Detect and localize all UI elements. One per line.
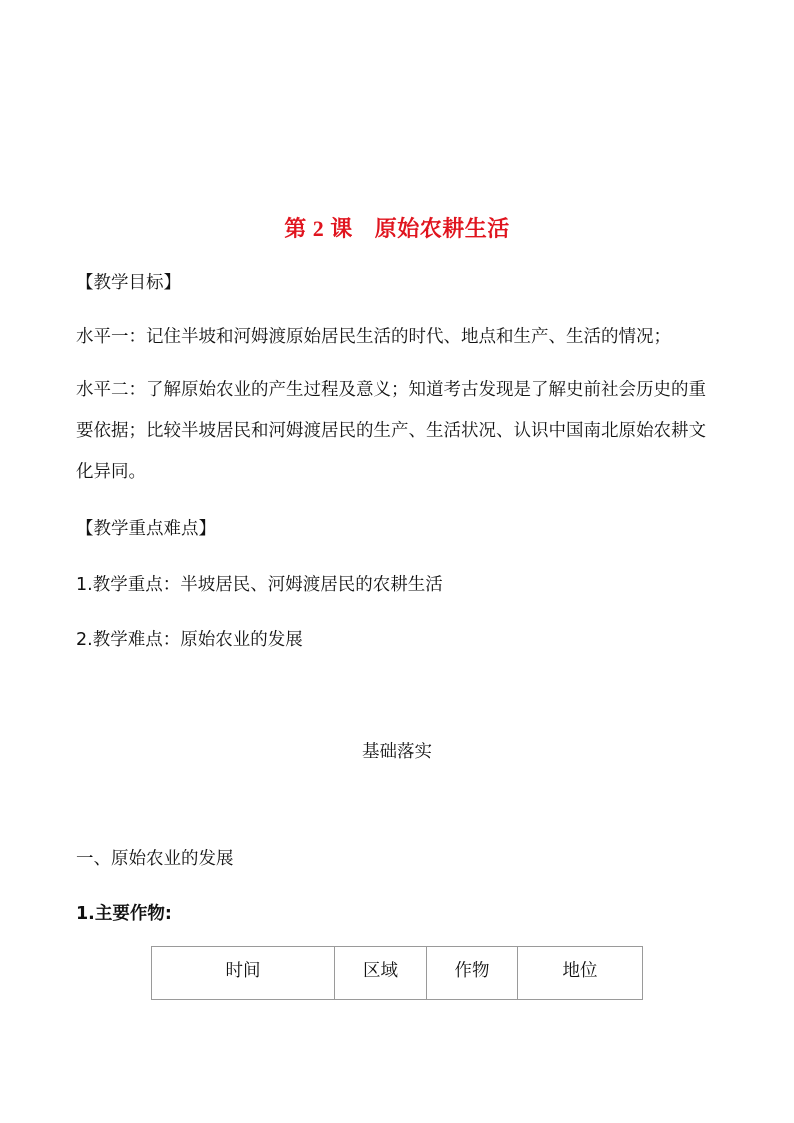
objective-level-two: 水平二：了解原始农业的产生过程及意义；知道考古发现是了解史前社会历史的重要依据；比较半坡居民和河姆渡居民的生产、生活状况、认识中国南北原始农耕文化异同。 <box>76 380 706 482</box>
section-heading: 基础落实 <box>362 742 432 762</box>
lesson-name: 原始农耕生活 <box>374 217 510 242</box>
main-crops-heading: 1.主要作物: <box>76 904 172 924</box>
objectives-heading: 【教学目标】 <box>76 273 181 293</box>
lesson-number: 第 2 课 <box>284 216 353 241</box>
header-crop: 作物 <box>427 947 518 1000</box>
page-title <box>0 212 794 243</box>
table-header-row <box>152 947 643 1000</box>
header-status: 地位 <box>518 947 643 1000</box>
objective-level-one: 水平一：记住半坡和河姆渡原始居民生活的时代、地点和生产、生活的情况； <box>76 327 671 347</box>
crops-table <box>151 946 643 1000</box>
teaching-focus: 1.教学重点：半坡居民、河姆渡居民的农耕生活 <box>76 575 443 595</box>
teaching-difficulty: 2.教学难点：原始农业的发展 <box>76 630 303 650</box>
header-time: 时间 <box>152 947 335 1000</box>
header-region: 区域 <box>335 947 427 1000</box>
key-points-heading: 【教学重点难点】 <box>76 519 216 539</box>
part-one-heading: 一、原始农业的发展 <box>76 849 234 869</box>
